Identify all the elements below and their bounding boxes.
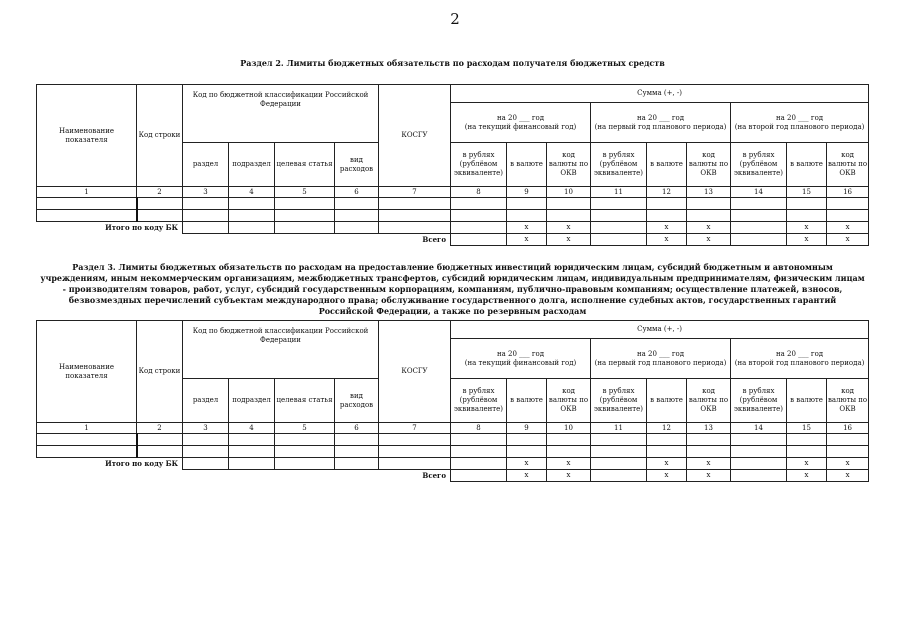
- code-header: Код строки: [137, 85, 183, 187]
- rub-header: в рублях (рублёвом эквиваленте): [451, 143, 507, 187]
- rub-header: в рублях (рублёвом эквиваленте): [731, 143, 787, 187]
- rub-header: в рублях (рублёвом эквиваленте): [591, 143, 647, 187]
- name-header: Наименование показателя: [37, 85, 137, 187]
- currency-header: в валюте: [647, 379, 687, 423]
- vid-header: вид расходов: [335, 143, 379, 187]
- table-row: [37, 210, 869, 222]
- page-number: 2: [450, 10, 460, 28]
- vsego-row: Всего x x x x x x: [37, 234, 869, 246]
- currency-header: в валюте: [787, 143, 827, 187]
- rub-header: в рублях (рублёвом эквиваленте): [591, 379, 647, 423]
- okv-header: код валюты по ОКВ: [547, 379, 591, 423]
- podrazdel-header: подраздел: [229, 143, 275, 187]
- name-header: Наименование показателя: [37, 321, 137, 423]
- target-header: целевая статья: [275, 143, 335, 187]
- kosgu-header: КОСГУ: [379, 85, 451, 187]
- year-3-header: на 20 ___ год (на второй год планового периода): [731, 103, 869, 143]
- year-2-header: на 20 ___ год (на первый год планового периода): [591, 339, 731, 379]
- currency-header: в валюте: [787, 379, 827, 423]
- year-1-header: на 20 ___ год (на текущий финансовый год): [451, 339, 591, 379]
- table-row: [37, 446, 869, 458]
- podrazdel-header: подраздел: [229, 379, 275, 423]
- okv-header: код валюты по ОКВ: [827, 143, 869, 187]
- year-2-header: на 20 ___ год (на первый год планового периода): [591, 103, 731, 143]
- vsego-label: Всего: [422, 471, 447, 481]
- kosgu-header: КОСГУ: [379, 321, 451, 423]
- itogo-label: Итого по коду БК: [105, 459, 178, 469]
- bk-header: Код по бюджетной классификации Российской Федерации: [183, 85, 379, 143]
- itogo-row: Итого по коду БК x x x x x x: [37, 222, 869, 234]
- currency-header: в валюте: [507, 143, 547, 187]
- vsego-row: Всего x x x x x x: [37, 470, 869, 482]
- okv-header: код валюты по ОКВ: [827, 379, 869, 423]
- year-1-header: на 20 ___ год (на текущий финансовый год): [451, 103, 591, 143]
- column-number-row: 1 2 3 4 5 6 7 8 9 10 11 12 13 14 15 16: [37, 187, 869, 198]
- sum-header: Сумма (+, -): [451, 321, 869, 339]
- itogo-row: Итого по коду БК x x x x x x: [37, 458, 869, 470]
- itogo-label: Итого по коду БК: [105, 223, 178, 233]
- rub-header: в рублях (рублёвом эквиваленте): [451, 379, 507, 423]
- table-row: [37, 198, 869, 210]
- vid-header: вид расходов: [335, 379, 379, 423]
- year-3-header: на 20 ___ год (на второй год планового периода): [731, 339, 869, 379]
- section-3-table: [36, 320, 869, 482]
- razdel-header: раздел: [183, 143, 229, 187]
- target-header: целевая статья: [275, 379, 335, 423]
- section-2-table: [36, 84, 869, 246]
- sum-header: Сумма (+, -): [451, 85, 869, 103]
- column-number-row: 1 2 3 4 5 6 7 8 9 10 11 12 13 14 15 16: [37, 423, 869, 434]
- vsego-label: Всего: [422, 235, 447, 245]
- currency-header: в валюте: [507, 379, 547, 423]
- okv-header: код валюты по ОКВ: [547, 143, 591, 187]
- bk-header: Код по бюджетной классификации Российской Федерации: [183, 321, 379, 379]
- section-3-title: Раздел 3. Лимиты бюджетных обязательств по расходам на предоставление бюджетных инвестиций юридическим лицам, субсидий бюджетным и автономным учреждениям, иным некоммерческим организациям, межбюджетных трансфертов, субсидий юридическим лицам, индивидуальным предпринимателям, физическим лицам - производителям товаров, работ, услуг, субсидий государственным корпорациям, компаниям, публично-правовым компаниям; осуществление платежей, взносов, безвозмездных перечислений субъектам международного права; обслуживание государственного долга, исполнение судебных актов, государственных гарантий Российской Федерации, а также по резервным расходам: [40, 262, 865, 316]
- currency-header: в валюте: [647, 143, 687, 187]
- section-2-title: Раздел 2. Лимиты бюджетных обязательств по расходам получателя бюджетных средств: [240, 58, 665, 68]
- okv-header: код валюты по ОКВ: [687, 379, 731, 423]
- razdel-header: раздел: [183, 379, 229, 423]
- rub-header: в рублях (рублёвом эквиваленте): [731, 379, 787, 423]
- table-row: [37, 434, 869, 446]
- code-header: Код строки: [137, 321, 183, 423]
- okv-header: код валюты по ОКВ: [687, 143, 731, 187]
